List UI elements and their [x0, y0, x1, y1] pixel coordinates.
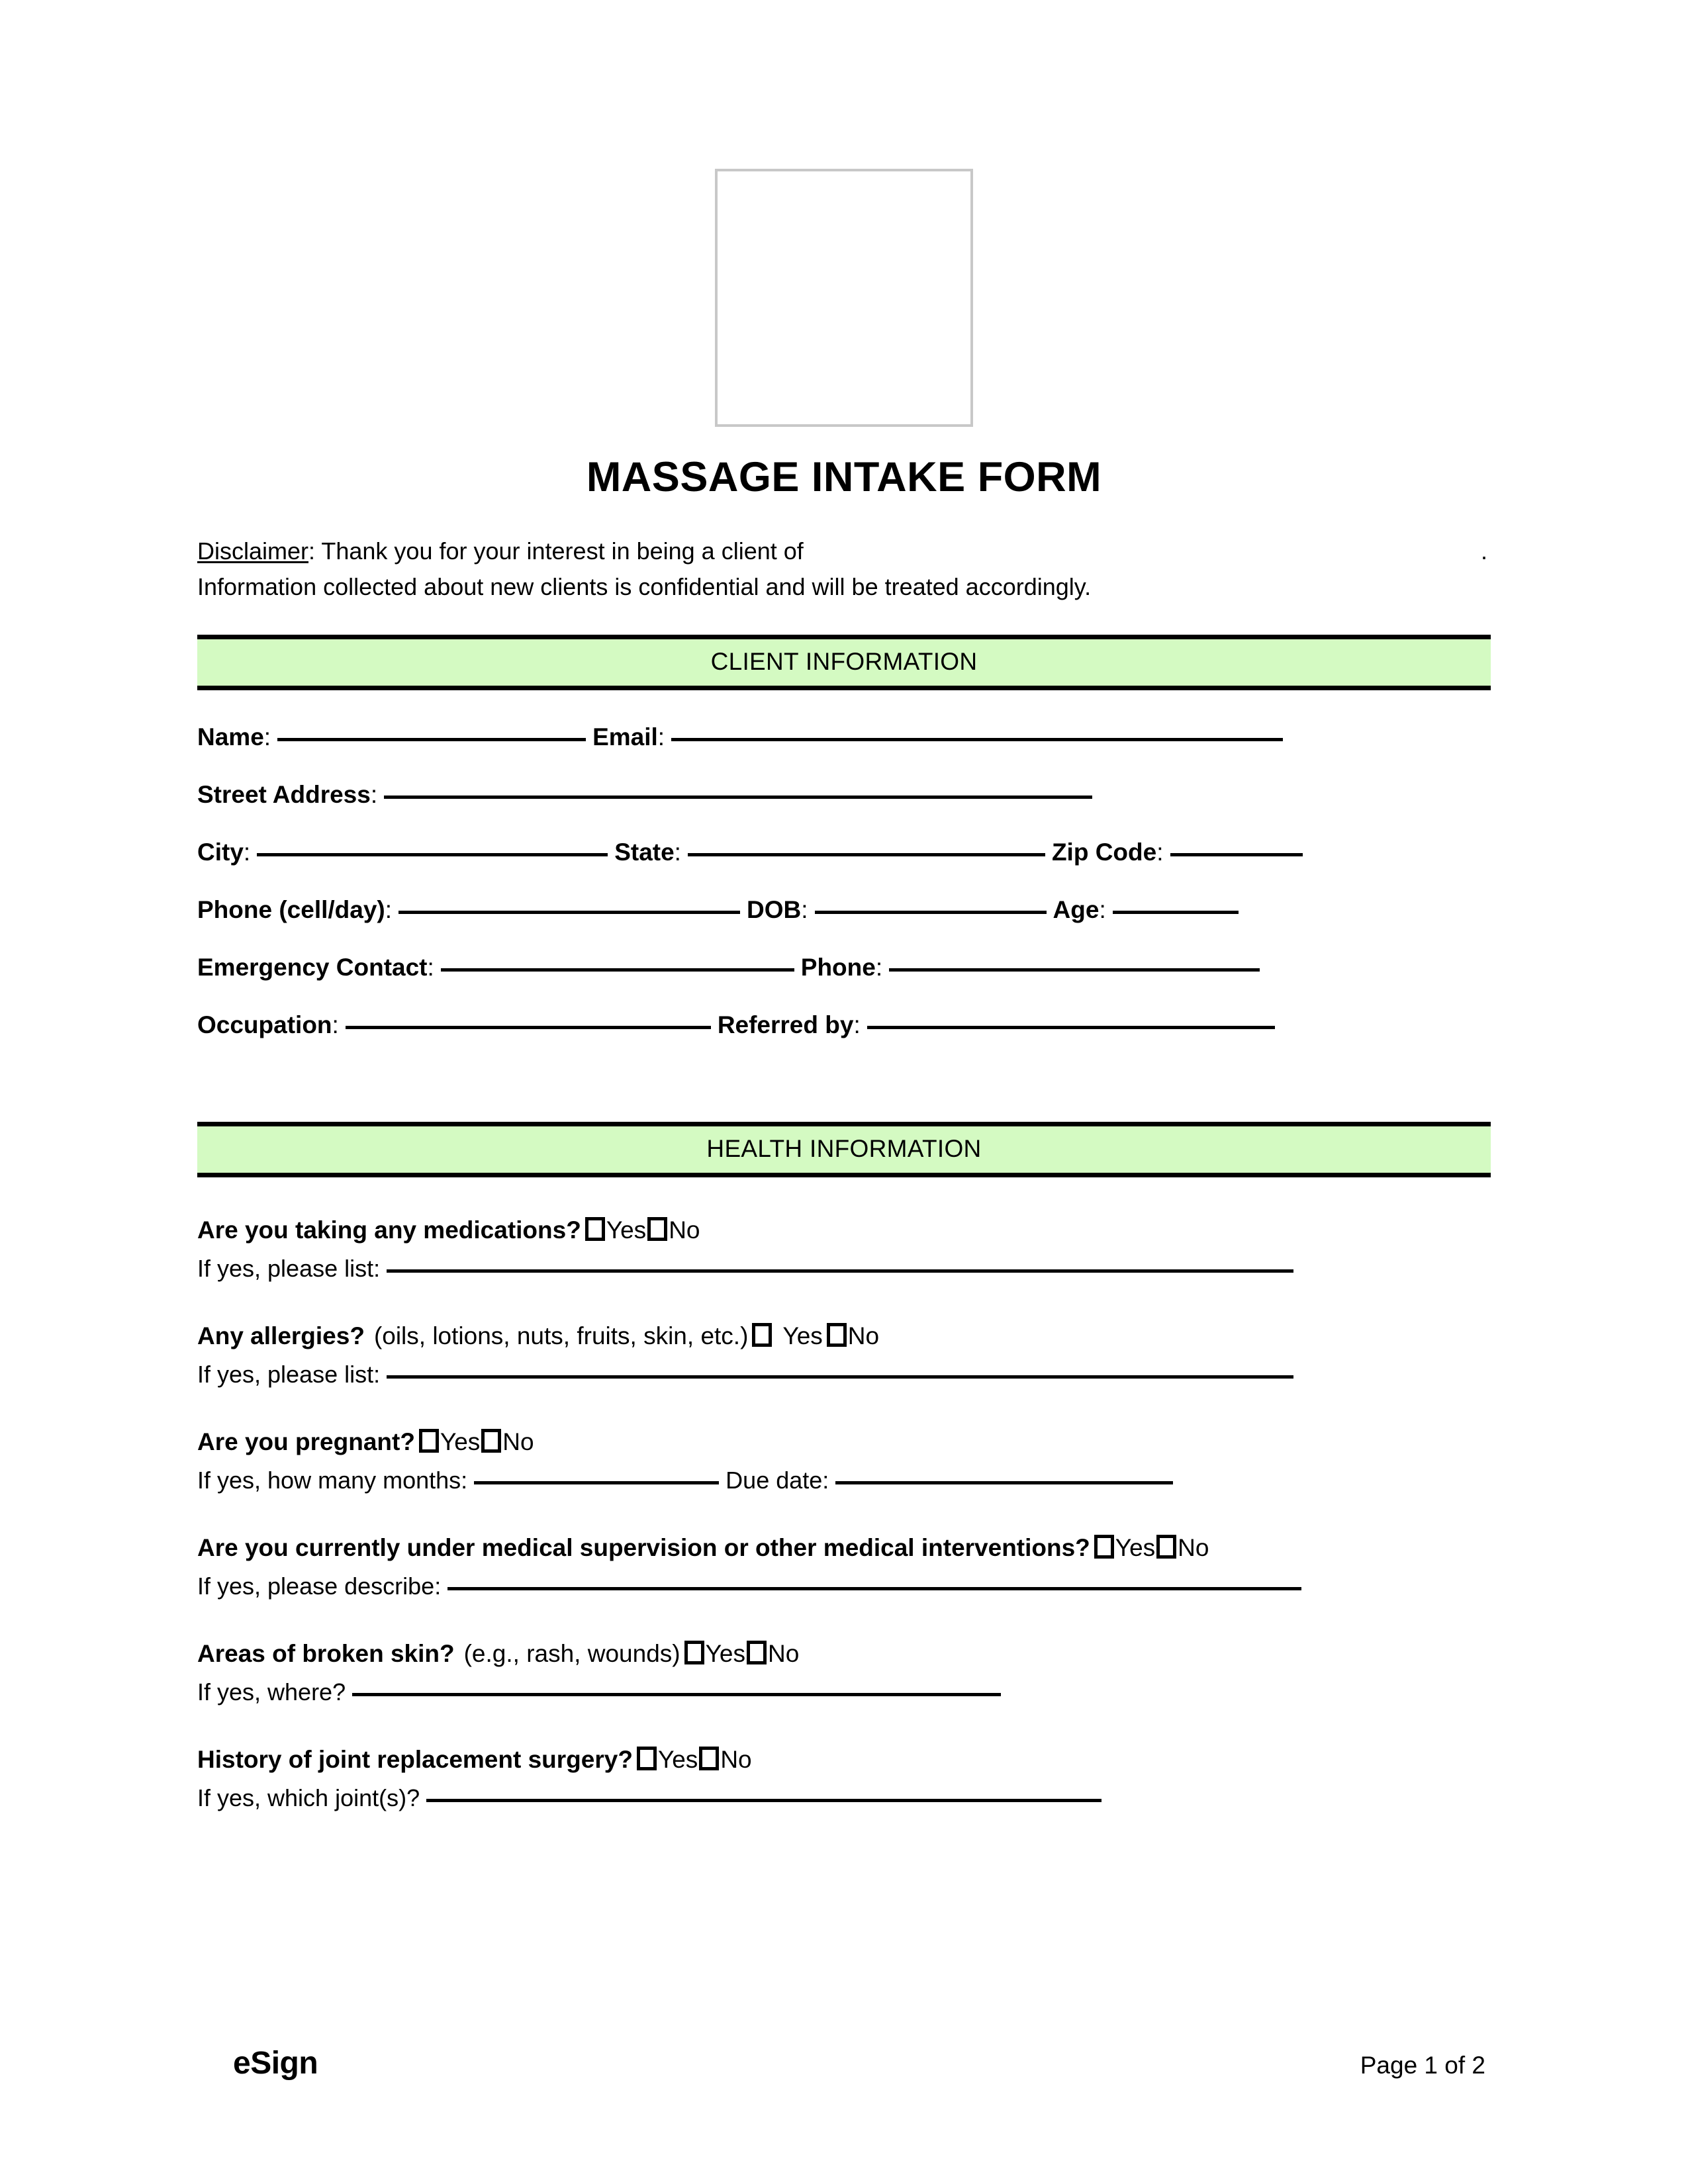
- colon-street-address: :: [370, 780, 378, 808]
- label-joint-replacement-no: No: [720, 1745, 752, 1773]
- label-broken-skin-no: No: [767, 1639, 800, 1667]
- followup-medical-supervision-label: If yes, please describe:: [197, 1572, 442, 1600]
- input-joint-replacement-which[interactable]: [426, 1799, 1102, 1802]
- input-occupation[interactable]: [346, 1026, 711, 1029]
- field-row-name-email: [197, 725, 1491, 749]
- checkbox-joint-replacement-yes[interactable]: [637, 1747, 657, 1770]
- question-pregnant: [197, 1426, 1491, 1454]
- label-medical-supervision-no: No: [1178, 1533, 1209, 1561]
- input-email[interactable]: [671, 738, 1283, 741]
- checkbox-medical-supervision-yes[interactable]: [1094, 1535, 1114, 1559]
- input-dob[interactable]: [815, 911, 1047, 914]
- question-allergies-examples: (oils, lotions, nuts, fruits, skin, etc.): [373, 1322, 749, 1349]
- input-state[interactable]: [688, 853, 1045, 856]
- followup-allergies: [197, 1360, 1491, 1388]
- disclaimer-label: Disclaimer: [197, 537, 309, 565]
- question-pregnant-text: Are you pregnant?: [197, 1428, 415, 1455]
- input-allergies-list[interactable]: [387, 1375, 1293, 1379]
- question-allergies: [197, 1320, 1491, 1348]
- question-block-allergies: [197, 1320, 1491, 1387]
- input-city[interactable]: [257, 853, 608, 856]
- input-emergency-contact[interactable]: [441, 968, 794, 972]
- question-broken-skin: [197, 1638, 1491, 1666]
- disclaimer-line-1: [197, 533, 1491, 569]
- label-street-address: Street Address: [197, 780, 371, 808]
- question-block-broken-skin: [197, 1638, 1491, 1704]
- checkbox-allergies-yes[interactable]: [752, 1323, 772, 1347]
- section-header-client-information: CLIENT INFORMATION: [197, 635, 1491, 690]
- page-content: [197, 0, 1491, 1810]
- question-joint-replacement: [197, 1744, 1491, 1772]
- colon-referred-by: :: [853, 1011, 861, 1038]
- checkbox-medical-supervision-no[interactable]: [1156, 1535, 1176, 1559]
- input-medical-supervision-describe[interactable]: [447, 1587, 1301, 1590]
- field-row-phone-dob-age: [197, 897, 1491, 922]
- colon-city: :: [243, 838, 251, 866]
- checkbox-pregnant-yes[interactable]: [419, 1429, 439, 1453]
- checkbox-broken-skin-no[interactable]: [747, 1641, 767, 1664]
- field-row-occupation-referred: [197, 1013, 1491, 1037]
- colon-state: :: [674, 838, 681, 866]
- label-age: Age: [1053, 895, 1100, 923]
- disclaimer-line-1-period: .: [1480, 537, 1487, 565]
- question-broken-skin-examples: (e.g., rash, wounds): [463, 1639, 680, 1667]
- label-allergies-yes: Yes: [782, 1322, 823, 1349]
- label-email: Email: [592, 723, 658, 751]
- logo-placeholder-wrapper: [197, 0, 1491, 427]
- question-medical-supervision: [197, 1532, 1491, 1560]
- question-block-medications: [197, 1214, 1491, 1281]
- colon-zip-code: :: [1156, 838, 1164, 866]
- field-row-emergency-contact: [197, 955, 1491, 979]
- label-pregnant-no: No: [502, 1428, 534, 1455]
- question-block-joint-replacement: [197, 1744, 1491, 1810]
- question-block-pregnant: [197, 1426, 1491, 1492]
- followup-joint-replacement-label: If yes, which joint(s)?: [197, 1784, 420, 1811]
- label-emergency-contact: Emergency Contact: [197, 953, 428, 981]
- question-medications: [197, 1214, 1491, 1242]
- followup-due-date-label: Due date:: [726, 1466, 829, 1494]
- input-age[interactable]: [1113, 911, 1239, 914]
- input-emergency-phone[interactable]: [889, 968, 1260, 972]
- question-broken-skin-text: Areas of broken skin?: [197, 1639, 455, 1667]
- input-pregnant-months[interactable]: [474, 1481, 719, 1484]
- logo-placeholder-box[interactable]: [715, 169, 973, 427]
- question-joint-replacement-text: History of joint replacement surgery?: [197, 1745, 633, 1773]
- page-number: Page 1 of 2: [1360, 2052, 1485, 2079]
- followup-pregnant-months-label: If yes, how many months:: [197, 1466, 468, 1494]
- colon-emergency-contact: :: [427, 953, 434, 981]
- label-medical-supervision-yes: Yes: [1115, 1533, 1156, 1561]
- question-allergies-text: Any allergies?: [197, 1322, 365, 1349]
- disclaimer-line-1-rest: : Thank you for your interest in being a client of: [308, 537, 804, 565]
- colon-occupation: :: [332, 1011, 339, 1038]
- question-medications-text: Are you taking any medications?: [197, 1216, 581, 1244]
- colon-dob: :: [801, 895, 808, 923]
- disclaimer-line-2: Information collected about new clients is confidential and will be treated accordingly.: [197, 572, 1092, 600]
- label-joint-replacement-yes: Yes: [657, 1745, 698, 1773]
- colon-email: :: [657, 723, 665, 751]
- field-row-city-state-zip: [197, 840, 1491, 864]
- disclaimer-block: [197, 533, 1491, 604]
- label-dob: DOB: [747, 895, 802, 923]
- input-street-address[interactable]: [384, 796, 1092, 799]
- section-header-health-information: HEALTH INFORMATION: [197, 1122, 1491, 1177]
- disclaimer-line-1-text: [197, 533, 804, 569]
- checkbox-joint-replacement-no[interactable]: [699, 1747, 719, 1770]
- label-city: City: [197, 838, 244, 866]
- colon-age: :: [1099, 895, 1106, 923]
- followup-medical-supervision: [197, 1574, 1491, 1598]
- label-broken-skin-yes: Yes: [705, 1639, 745, 1667]
- label-state: State: [614, 838, 675, 866]
- label-occupation: Occupation: [197, 1011, 332, 1038]
- input-phone-cell-day[interactable]: [399, 911, 740, 914]
- input-broken-skin-where[interactable]: [352, 1693, 1001, 1696]
- colon-emergency-phone: :: [875, 953, 883, 981]
- colon-phone: :: [385, 895, 393, 923]
- label-zip-code: Zip Code: [1051, 838, 1157, 866]
- followup-allergies-label: If yes, please list:: [197, 1360, 381, 1388]
- checkbox-medications-yes[interactable]: [585, 1217, 605, 1241]
- followup-pregnant: [197, 1466, 1491, 1494]
- label-medications-yes: Yes: [606, 1216, 647, 1244]
- label-medications-no: No: [669, 1216, 700, 1244]
- followup-medications-label: If yes, please list:: [197, 1254, 381, 1282]
- colon-name: :: [263, 723, 271, 751]
- followup-joint-replacement: [197, 1786, 1491, 1810]
- question-medical-supervision-text: Are you currently under medical supervision or other medical interventions?: [197, 1533, 1090, 1561]
- followup-medications: [197, 1254, 1491, 1282]
- label-referred-by: Referred by: [717, 1011, 854, 1038]
- followup-broken-skin: [197, 1680, 1491, 1704]
- brand-logo-esign: eSign: [233, 2046, 318, 2081]
- question-block-medical-supervision: [197, 1532, 1491, 1598]
- checkbox-medications-no[interactable]: [647, 1217, 667, 1241]
- checkbox-pregnant-no[interactable]: [481, 1429, 501, 1453]
- label-allergies-no: No: [847, 1322, 880, 1349]
- input-zip-code[interactable]: [1170, 853, 1303, 856]
- followup-broken-skin-label: If yes, where?: [197, 1678, 346, 1706]
- label-phone-cell-day: Phone (cell/day): [197, 895, 385, 923]
- input-due-date[interactable]: [835, 1481, 1173, 1484]
- input-referred-by[interactable]: [867, 1026, 1275, 1029]
- checkbox-broken-skin-yes[interactable]: [684, 1641, 704, 1664]
- input-medications-list[interactable]: [387, 1269, 1293, 1273]
- page-title: MASSAGE INTAKE FORM: [586, 454, 1102, 500]
- field-row-street-address: [197, 782, 1491, 807]
- label-pregnant-yes: Yes: [440, 1428, 481, 1455]
- input-name[interactable]: [277, 738, 586, 741]
- label-name: Name: [197, 723, 264, 751]
- label-emergency-phone: Phone: [800, 953, 876, 981]
- page-footer: [197, 2045, 1491, 2081]
- checkbox-allergies-no[interactable]: [827, 1323, 847, 1347]
